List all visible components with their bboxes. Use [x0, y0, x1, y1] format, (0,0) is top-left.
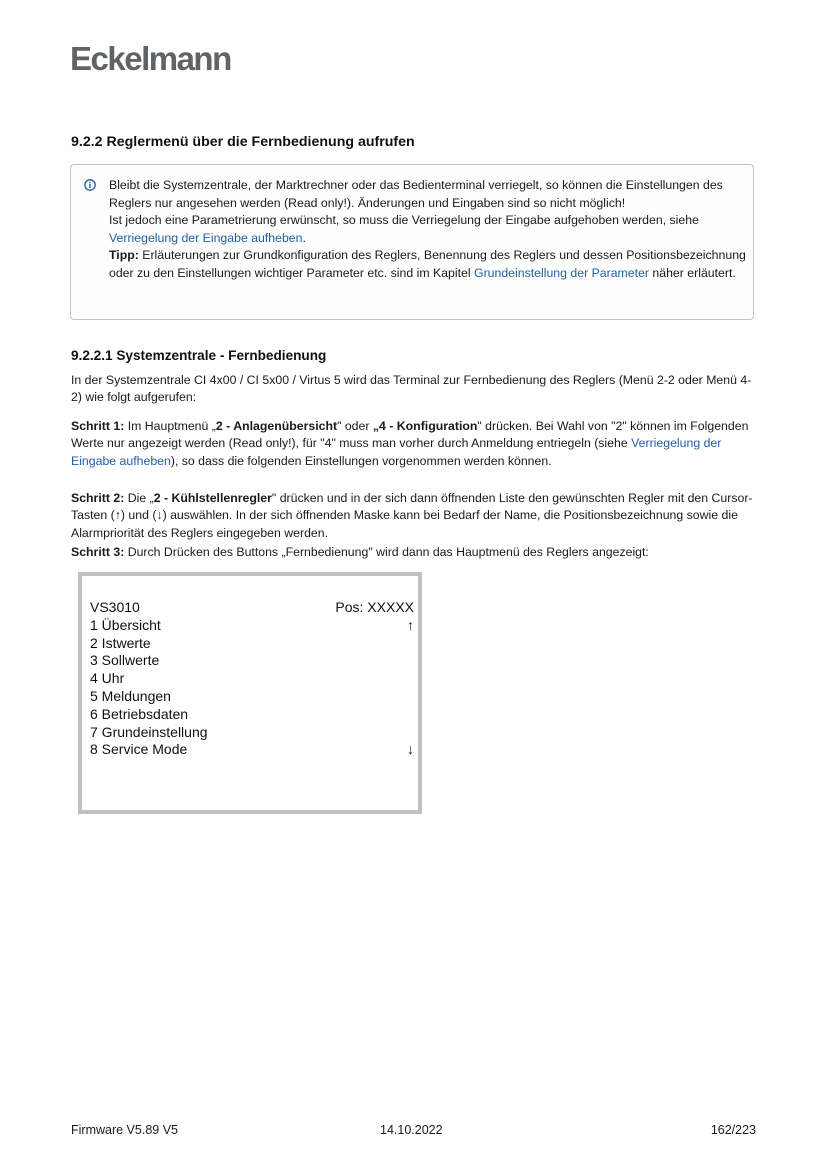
- arrow-down-icon: ↓: [407, 741, 414, 758]
- terminal-header-row: [90, 599, 414, 617]
- step1-paragraph: Schritt 1: Im Hauptmenü „2 - Anlagenübersicht" oder „4 - Konfiguration" drücken. Bei Wahl von "2" können im Folgenden Werte nur angezeigt werden (Read only!), für "4" muss man vorher durch Anmeldung entriegeln (siehe Verriegelung der Eingabe aufheben), so dass die folgenden Einstellungen vorgenommen werden können.: [71, 419, 749, 468]
- link-verriegelung-aufheben-2[interactable]: Verriegelung der Eingabe aufheben: [71, 436, 722, 468]
- info-text: [109, 177, 749, 283]
- step3-paragraph: Schritt 3: Durch Drücken des Buttons „Fernbedienung" wird dann das Hauptmenü des Reglers angezeigt:: [71, 545, 649, 559]
- arrow-up-icon: ↑: [407, 616, 414, 633]
- footer-date: 14.10.2022: [380, 1123, 443, 1137]
- info-box: [70, 164, 754, 320]
- terminal-menu-item: 4 Uhr: [90, 670, 125, 687]
- section-heading: 9.2.2 Reglermenü über die Fernbedienung aufrufen: [71, 134, 415, 150]
- terminal-menu-item: 8 Service Mode ↓: [90, 741, 414, 758]
- info-paragraph-unlock: Ist jedoch eine Parametrierung erwünscht, so muss die Verriegelung der Eingabe aufgehoben werden, siehe Verriegelung der Eingabe aufheben.: [109, 213, 699, 245]
- footer-firmware: Firmware V5.89 V5: [71, 1123, 178, 1137]
- footer-page-number: 162/223: [710, 1123, 756, 1137]
- intro-paragraph: In der Systemzentrale CI 4x00 / CI 5x00 / Virtus 5 wird das Terminal zur Fernbedienung des Reglers (Menü 2-2 oder Menü 4-2) wie folgt aufgerufen:: [71, 373, 752, 405]
- terminal-menu: [90, 599, 414, 759]
- device-name: VS3010: [90, 599, 140, 615]
- link-verriegelung-aufheben[interactable]: Verriegelung der Eingabe aufheben: [109, 230, 303, 245]
- terminal-screen: [78, 572, 422, 814]
- tipp-label: Tipp:: [109, 248, 139, 263]
- info-paragraph-tipp: Tipp: Erläuterungen zur Grundkonfiguration des Reglers, Benennung des Reglers und dessen Positionsbezeichnung oder zu den Einstellungen wichtiger Parameter etc. sind im Kapitel Grundeinstellung der Parameter näher erläutert.: [109, 248, 746, 280]
- terminal-menu-item: 5 Meldungen: [90, 687, 171, 704]
- subsection-heading: 9.2.2.1 Systemzentrale - Fernbedienung: [71, 348, 327, 363]
- terminal-menu-item: 6 Betriebsdaten: [90, 705, 189, 722]
- terminal-menu-item: 7 Grundeinstellung: [90, 723, 208, 740]
- terminal-menu-item: 2 Istwerte: [90, 634, 151, 651]
- info-paragraph-lock: Bleibt die Systemzentrale, der Marktrechner oder das Bedienterminal verriegelt, so können die Einstellungen des Reglers nur angesehen werden (Read only!). Änderungen und Eingaben sind so nicht möglich!: [109, 178, 723, 210]
- eckelmann-logo: Eckelmann: [70, 40, 231, 77]
- step2-paragraph: Schritt 2: Die „2 - Kühlstellenregler" drücken und in der sich dann öffnenden Liste den gewünschten Regler mit den Cursor-Tasten (↑) und (↓) auswählen. In der sich öffnenden Maske kann bei Bedarf der Name, die Positionsbezeichnung sowie die Alarmpriorität des Reglers eingegeben werden.: [71, 491, 753, 540]
- link-grundeinstellung[interactable]: Grundeinstellung der Parameter: [474, 265, 649, 280]
- terminal-menu-item: 1 Übersicht ↑: [90, 616, 414, 633]
- terminal-menu-item: 3 Sollwerte: [90, 652, 160, 669]
- info-circle-icon: [84, 178, 96, 190]
- position-label: Pos: XXXXX: [335, 599, 414, 615]
